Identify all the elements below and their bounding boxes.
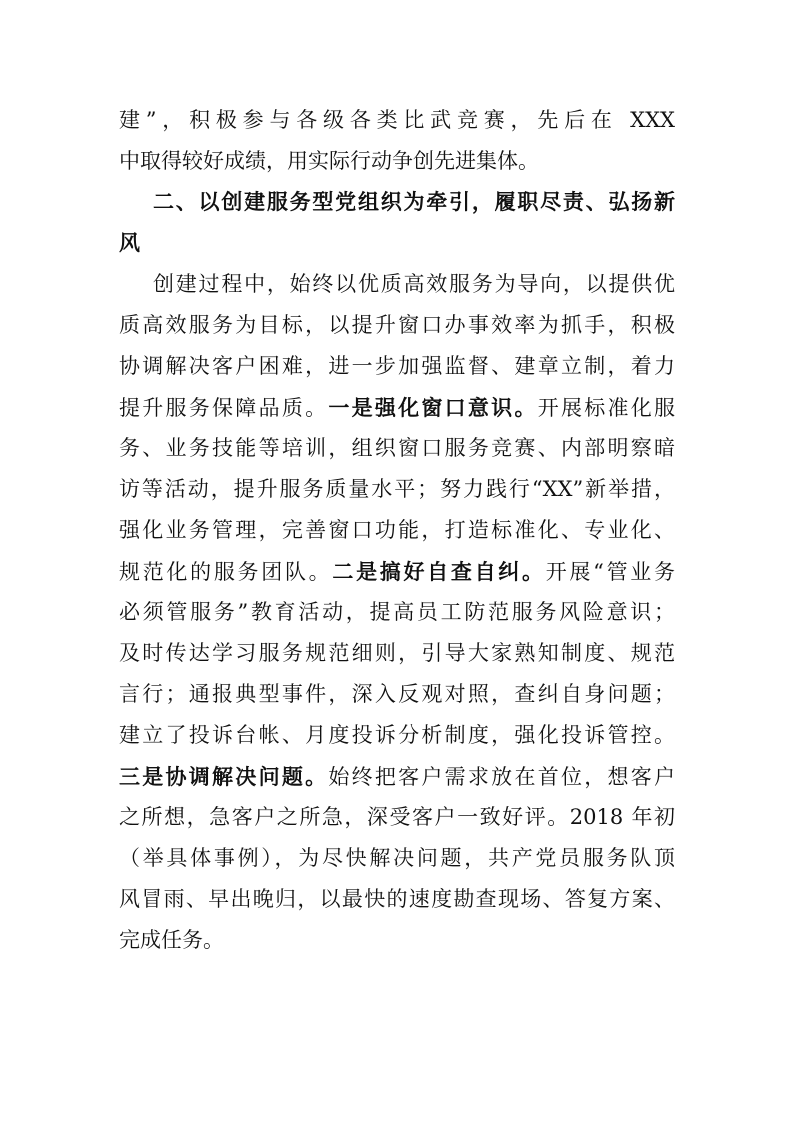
text-segment: 协调解决客户困难，进一步加强监督、建章立制，着力 bbox=[119, 354, 675, 378]
bold-lead-phrase: 一是强化窗口意识。 bbox=[328, 395, 538, 420]
text-segment: 创建过程中，始终以优质高效服务为导向，以提供优 bbox=[153, 272, 675, 296]
text-segment: 建立了投诉台帐、月度投诉分析制度，强化投诉管控。 bbox=[119, 723, 675, 747]
text-segment: 言行；通报典型事件，深入反观对照，查纠自身问题； bbox=[119, 682, 675, 706]
text-segment: 始终把客户需求放在首位，想客户 bbox=[328, 765, 675, 789]
paragraph-line bbox=[119, 756, 675, 797]
paragraph-line bbox=[119, 387, 675, 428]
text-segment: 开展“管业务 bbox=[545, 560, 675, 584]
text-segment: 之所想，急客户之所急，深受客户一致好评。2018 年初 bbox=[119, 805, 675, 829]
paragraph-line bbox=[119, 510, 675, 551]
paragraph-line bbox=[119, 920, 675, 961]
text-segment: 质高效服务为目标，以提升窗口办事效率为抓手，积极 bbox=[119, 313, 675, 337]
paragraph-line bbox=[119, 428, 675, 469]
text-segment: 及时传达学习服务规范细则，引导大家熟知制度、规范 bbox=[119, 641, 675, 665]
bold-lead-phrase: 三是协调解决问题。 bbox=[119, 764, 329, 789]
text-segment: 中取得较好成绩，用实际行动争创先进集体。 bbox=[119, 149, 539, 173]
paragraph-line bbox=[119, 879, 675, 920]
text-segment: （举具体事例），为尽快解决问题，共产党员服务队顶 bbox=[119, 846, 675, 870]
text-segment: 规范化的服务团队。 bbox=[119, 560, 333, 584]
paragraph-line bbox=[119, 305, 675, 346]
text-segment: 务、业务技能等培训，组织窗口服务竞赛、内部明察暗 bbox=[119, 436, 675, 460]
paragraph-line bbox=[119, 551, 675, 592]
text-segment: 风冒雨、早出晚归，以最快的速度勘查现场、答复方案、 bbox=[119, 887, 675, 911]
paragraph-line bbox=[119, 715, 675, 756]
paragraph-line bbox=[119, 346, 675, 387]
bold-lead-phrase: 二是搞好自查自纠。 bbox=[332, 559, 546, 584]
text-segment: 访等活动，提升服务质量水平；努力践行“XX”新举措， bbox=[119, 477, 675, 501]
paragraph-line bbox=[119, 674, 675, 715]
text-segment: 必须管服务”教育活动，提高员工防范服务风险意识； bbox=[119, 600, 675, 624]
document-body bbox=[119, 100, 675, 961]
paragraph-line bbox=[119, 592, 675, 633]
text-segment: 完成任务。 bbox=[119, 928, 224, 952]
section-heading-line bbox=[119, 223, 675, 264]
text-segment: 提升服务保障品质。 bbox=[119, 396, 329, 420]
text-segment: 强化业务管理，完善窗口功能，打造标准化、专业化、 bbox=[119, 518, 675, 542]
text-segment: 开展标准化服 bbox=[537, 396, 675, 420]
section-heading-line bbox=[119, 182, 675, 223]
paragraph-line bbox=[119, 633, 675, 674]
text-segment: 二、以创建服务型党组织为牵引，履职尽责、弘扬新 bbox=[153, 190, 675, 214]
paragraph-line bbox=[119, 264, 675, 305]
paragraph-line bbox=[119, 141, 675, 182]
paragraph-line bbox=[119, 100, 675, 141]
paragraph-line bbox=[119, 797, 675, 838]
text-segment: 建”，积极参与各级各类比武竞赛，先后在 XXX bbox=[119, 108, 675, 132]
paragraph-line bbox=[119, 838, 675, 879]
text-segment: 风 bbox=[119, 231, 140, 255]
paragraph-line bbox=[119, 469, 675, 510]
